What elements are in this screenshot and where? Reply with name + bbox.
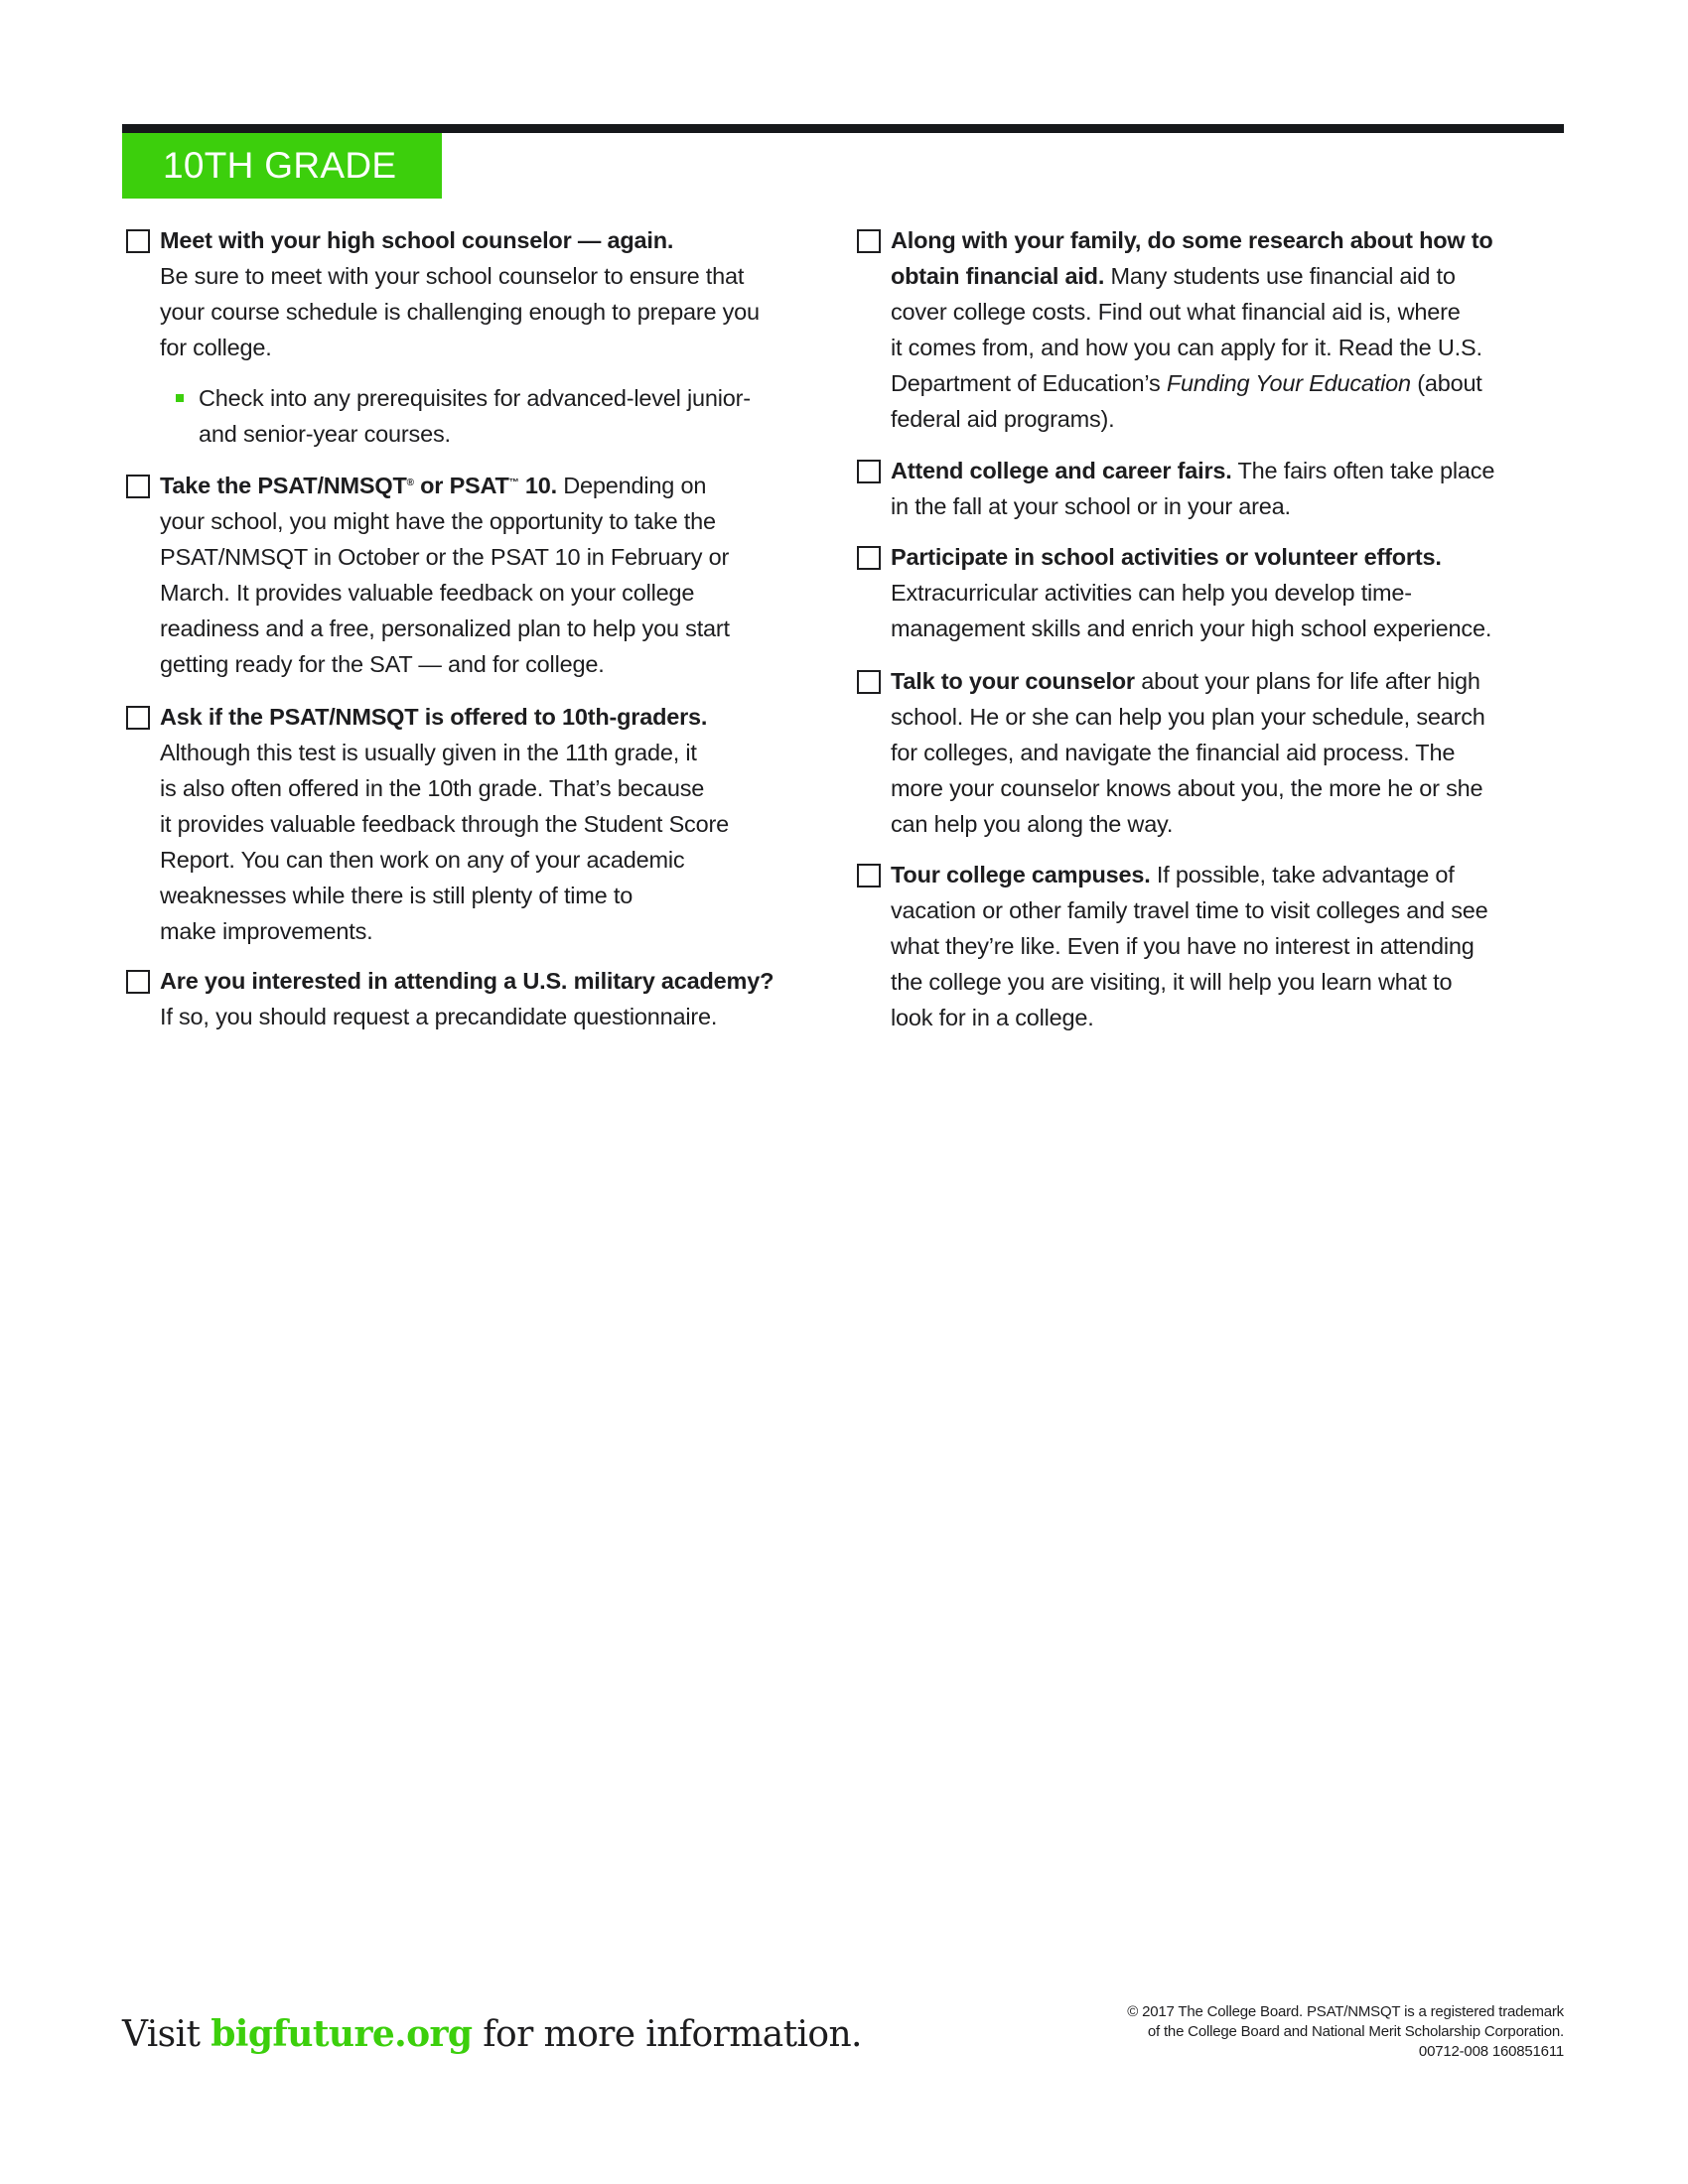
item-text-line: Extracurricular activities can help you develop time- <box>891 580 1412 606</box>
checklist-item-take-psat <box>160 468 825 682</box>
item-text-line: what they’re like. Even if you have no interest in attending <box>891 933 1475 959</box>
title-part: or PSAT <box>413 473 509 498</box>
item-text: Depending on <box>556 473 707 498</box>
checklist-item-military-academy <box>160 963 825 1034</box>
item-text-line: for colleges, and navigate the financial aid process. The <box>891 740 1456 765</box>
legal-line: © 2017 The College Board. PSAT/NMSQT is a registered trademark <box>1127 2003 1564 2020</box>
checkbox[interactable] <box>126 970 150 994</box>
item-title: Along with your family, do some research about how to <box>891 227 1493 253</box>
bullet-text-line: and senior-year courses. <box>199 421 451 447</box>
footer-legal <box>1127 2002 1564 2062</box>
item-first-line <box>891 663 1556 699</box>
item-first-line <box>160 468 825 503</box>
item-text-line: vacation or other family travel time to visit colleges and see <box>891 897 1488 923</box>
trademark-mark: ™ <box>508 478 519 488</box>
title-part: Take the PSAT/NMSQT <box>160 473 407 498</box>
legal-line: 00712-008 160851611 <box>1418 2043 1564 2060</box>
green-bullet-icon <box>176 394 184 402</box>
checklist-item-ask-psat <box>160 699 825 949</box>
item-text-line: management skills and enrich your high school experience. <box>891 615 1492 641</box>
item-text-line: can help you along the way. <box>891 811 1174 837</box>
item-first-line <box>891 857 1556 892</box>
item-text-line: getting ready for the SAT — and for college. <box>160 651 605 677</box>
item-title: Ask if the PSAT/NMSQT is offered to 10th-graders. <box>160 704 708 730</box>
bullet-item-prerequisites <box>199 380 751 452</box>
bullet-text-line: Check into any prerequisites for advanced-level junior- <box>199 385 751 411</box>
checkbox[interactable] <box>126 229 150 253</box>
item-first-line <box>891 453 1556 488</box>
item-title <box>160 473 557 498</box>
checklist-item-meet-counselor <box>160 222 825 365</box>
item-text-line: more your counselor knows about you, the more he or she <box>891 775 1483 801</box>
item-text: about your plans for life after high <box>1134 668 1480 694</box>
checkbox[interactable] <box>126 475 150 498</box>
item-text-line: it comes from, and how you can apply for it. Read the U.S. <box>891 335 1482 360</box>
checkbox[interactable] <box>126 706 150 730</box>
item-text: The fairs often take place <box>1231 458 1495 483</box>
checkbox[interactable] <box>857 670 881 694</box>
item-text: Department of Education’s <box>891 370 1167 396</box>
item-title: Tour college campuses. <box>891 862 1151 887</box>
title-part: 10. <box>518 473 557 498</box>
item-text-line: cover college costs. Find out what financial aid is, where <box>891 299 1461 325</box>
item-text: (about <box>1410 370 1482 396</box>
publication-title: Funding Your Education <box>1166 370 1411 396</box>
item-text: If possible, take advantage of <box>1150 862 1455 887</box>
item-text-line: Be sure to meet with your school counselor to ensure that <box>160 263 745 289</box>
item-text-line: the college you are visiting, it will help you learn what to <box>891 969 1453 995</box>
bigfuture-link[interactable]: bigfuture.org <box>211 2013 473 2055</box>
item-text-line: Report. You can then work on any of your academic <box>160 847 685 873</box>
item-text-line: your course schedule is challenging enough to prepare you <box>160 299 760 325</box>
item-title: Talk to your counselor <box>891 668 1135 694</box>
item-text-line: look for in a college. <box>891 1005 1094 1030</box>
item-text-line: school. He or she can help you plan your schedule, search <box>891 704 1485 730</box>
checkbox[interactable] <box>857 460 881 483</box>
item-text-line: federal aid programs). <box>891 406 1115 432</box>
item-text-line: If so, you should request a precandidate questionnaire. <box>160 1004 718 1029</box>
checkbox[interactable] <box>857 864 881 887</box>
item-text-line: Although this test is usually given in the 11th grade, it <box>160 740 697 765</box>
item-text-line: March. It provides valuable feedback on your college <box>160 580 695 606</box>
registered-mark: ® <box>406 478 414 488</box>
item-text-line: weaknesses while there is still plenty of time to <box>160 883 633 908</box>
item-title: Meet with your high school counselor — again. <box>160 227 674 253</box>
item-text-line: PSAT/NMSQT in October or the PSAT 10 in February or <box>160 544 730 570</box>
item-text-line <box>891 365 1556 401</box>
item-title: Are you interested in attending a U.S. military academy? <box>160 968 774 994</box>
item-title: Attend college and career fairs. <box>891 458 1232 483</box>
visit-suffix: for more information. <box>472 2014 862 2055</box>
item-title: Participate in school activities or volunteer efforts. <box>891 544 1442 570</box>
item-text-line: make improvements. <box>160 918 373 944</box>
checklist-item-activities <box>891 539 1556 646</box>
checklist-item-tour-campuses <box>891 857 1556 1035</box>
item-title: obtain financial aid. <box>891 263 1105 289</box>
item-text-line: is also often offered in the 10th grade. That’s because <box>160 775 705 801</box>
visit-prefix: Visit <box>122 2014 211 2055</box>
item-text-line: readiness and a free, personalized plan to help you start <box>160 615 730 641</box>
item-text: Many students use financial aid to <box>1104 263 1456 289</box>
item-text-line <box>891 258 1556 294</box>
item-text-line: for college. <box>160 335 272 360</box>
item-text-line: in the fall at your school or in your area. <box>891 493 1291 519</box>
item-text-line: your school, you might have the opportunity to take the <box>160 508 716 534</box>
top-rule <box>122 124 1564 133</box>
footer-visit-line <box>122 2013 862 2055</box>
checklist-item-college-fairs <box>891 453 1556 524</box>
checklist-item-financial-aid <box>891 222 1556 437</box>
item-text-line: it provides valuable feedback through the Student Score <box>160 811 729 837</box>
checkbox[interactable] <box>857 229 881 253</box>
grade-heading: 10TH GRADE <box>122 133 442 199</box>
legal-line: of the College Board and National Merit Scholarship Corporation. <box>1147 2023 1564 2040</box>
checkbox[interactable] <box>857 546 881 570</box>
checklist-item-talk-counselor <box>891 663 1556 842</box>
